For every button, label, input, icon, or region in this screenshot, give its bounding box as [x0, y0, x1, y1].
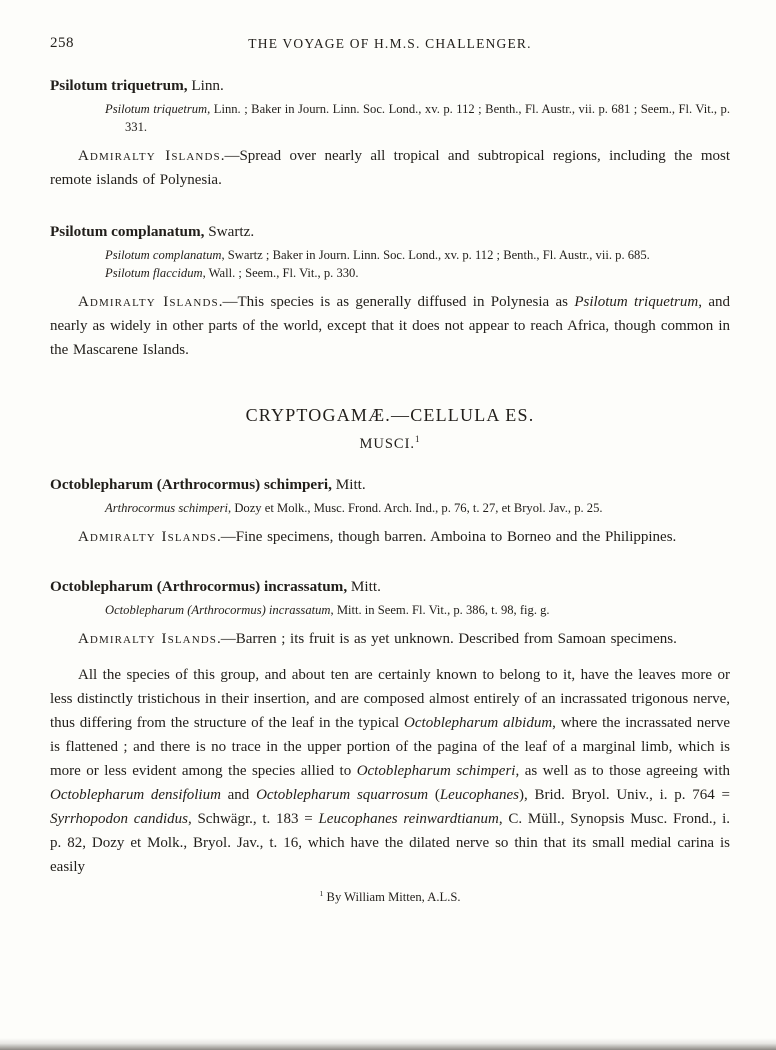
- synonymy-entry: [50, 100, 730, 136]
- species-reference-italic: Syrrhopodon candidus: [50, 811, 188, 827]
- species-reference-italic: Octoblepharum squarrosum: [256, 787, 429, 803]
- locality-text: .—Fine specimens, though barren. Amboina to Borneo and the Philippines.: [217, 529, 677, 545]
- species-author: Linn.: [187, 77, 224, 94]
- discussion-text: ), Brid. Bryol. Univ., i. p. 764 =: [519, 787, 730, 803]
- locality-text: .—This species is as generally diffused in Polynesia as: [218, 294, 575, 310]
- locality-paragraph: [50, 144, 730, 192]
- synonymy-block: [50, 100, 730, 136]
- subsection-heading: [50, 436, 730, 453]
- species-author: Mitt.: [331, 476, 366, 493]
- locality-label: Admiralty Islands: [78, 148, 221, 164]
- synonymy-entry: [50, 601, 730, 619]
- synonymy-block: [50, 499, 730, 517]
- locality-text: .—Barren ; its fruit is as yet unknown. Described from Samoan specimens.: [217, 631, 677, 647]
- running-title: THE VOYAGE OF H.M.S. CHALLENGER.: [248, 36, 532, 51]
- synonymy-citation: , Wall. ; Seem., Fl. Vit., p. 330.: [202, 266, 359, 280]
- footnote-marker: 1: [319, 888, 324, 898]
- discussion-paragraph: [50, 663, 730, 879]
- discussion-text: , as well as to those agreeing with: [515, 763, 730, 779]
- species-heading-octoblepharum-incrassatum: [50, 577, 730, 596]
- species-name: Psilotum triquetrum,: [50, 77, 188, 94]
- discussion-text: , where the incrassated nerve is flattened ; and there is no trace in the upper portion of the pagina of the leaf of a marginal limb, which is more or less evident among the species allied to: [50, 715, 730, 779]
- synonymy-citation: , Swartz ; Baker in Journ. Linn. Soc. Lond., xv. p. 112 ; Benth., Fl. Austr., vii. p. 685.: [221, 248, 650, 262]
- footnote-reference: 1: [415, 434, 421, 445]
- synonymy-species: Psilotum flaccidum: [105, 266, 203, 280]
- species-reference-italic: Octoblepharum densifolium: [50, 787, 221, 803]
- scan-edge-shadow: [0, 1038, 776, 1050]
- synonymy-entry: [50, 246, 730, 264]
- synonymy-species: Arthrocormus schimperi: [105, 501, 229, 515]
- synonymy-citation: , Linn. ; Baker in Journ. Linn. Soc. Lond., xv. p. 112 ; Benth., Fl. Austr., vii. p. 681 ; Seem., Fl. Vit., p. 331.: [125, 102, 730, 134]
- discussion-text: and: [220, 787, 257, 803]
- subsection-title: MUSCI.: [359, 436, 416, 452]
- species-heading-psilotum-triquetrum: [50, 76, 730, 95]
- species-reference-italic: Octoblepharum albidum: [404, 715, 553, 731]
- footnote: [50, 889, 730, 905]
- footnote-text: By William Mitten, A.L.S.: [326, 890, 461, 904]
- species-reference-italic: Psilotum triquetrum: [574, 294, 699, 310]
- synonymy-citation: , Dozy et Molk., Musc. Frond. Arch. Ind., p. 76, t. 27, et Bryol. Jav., p. 25.: [228, 501, 603, 515]
- synonymy-species: Psilotum triquetrum: [105, 102, 208, 116]
- page-number: 258: [50, 35, 74, 51]
- synonymy-block: [50, 601, 730, 619]
- species-author: Swartz.: [204, 223, 255, 240]
- species-name: Octoblepharum (Arthrocormus) schimperi,: [50, 476, 332, 493]
- section-heading: CRYPTOGAMÆ.—CELLULA ES.: [245, 405, 535, 425]
- species-reference-italic: Leucophanes reinwardtianum: [318, 811, 499, 827]
- locality-paragraph: [50, 525, 730, 549]
- synonymy-species: Octoblepharum (Arthrocormus) incrassatum: [105, 603, 331, 617]
- synonymy-citation: , Mitt. in Seem. Fl. Vit., p. 386, t. 98, fig. g.: [330, 603, 550, 617]
- locality-text: , and nearly as widely in other parts of the world, except that it does not appear to reach Africa, though common in the Mascarene Islands.: [50, 294, 731, 358]
- species-author: Mitt.: [347, 578, 381, 595]
- locality-text: .—Spread over nearly all tropical and subtropical regions, including the most remote islands of Polynesia.: [50, 148, 730, 188]
- species-reference-italic: Leucophanes: [439, 787, 519, 803]
- synonymy-species: Psilotum complanatum: [105, 248, 222, 262]
- locality-label: Admiralty Islands: [78, 631, 218, 647]
- synonymy-entry: [50, 264, 730, 282]
- discussion-text: , Schwägr., t. 183 =: [187, 811, 319, 827]
- discussion-text: (: [428, 787, 440, 803]
- locality-paragraph: [50, 627, 730, 651]
- synonymy-entry: [50, 499, 730, 517]
- discussion-text: , C. Müll., Synopsis Musc. Frond., i. p. 82, Dozy et Molk., Bryol. Jav., t. 16, which have the dilated nerve so thin that its small medial carina is easily: [50, 811, 730, 875]
- species-name: Psilotum complanatum,: [50, 223, 205, 240]
- species-name: Octoblepharum (Arthrocormus) incrassatum,: [50, 578, 348, 595]
- discussion-text: All the species of this group, and about ten are certainly known to belong to it, have the leaves more or less distinctly tristichous in their insertion, and are composed almost entirely of an incrassated trigonous nerve, thus differing from the structure of the leaf in the typical: [50, 667, 730, 731]
- locality-label: Admiralty Islands: [78, 294, 219, 310]
- species-heading-psilotum-complanatum: [50, 222, 730, 241]
- page-header: [50, 36, 730, 54]
- locality-paragraph: [50, 290, 730, 362]
- species-reference-italic: Octoblepharum schimperi: [356, 763, 516, 779]
- locality-label: Admiralty Islands: [78, 529, 218, 545]
- synonymy-block: [50, 246, 730, 282]
- species-heading-octoblepharum-schimperi: [50, 475, 730, 494]
